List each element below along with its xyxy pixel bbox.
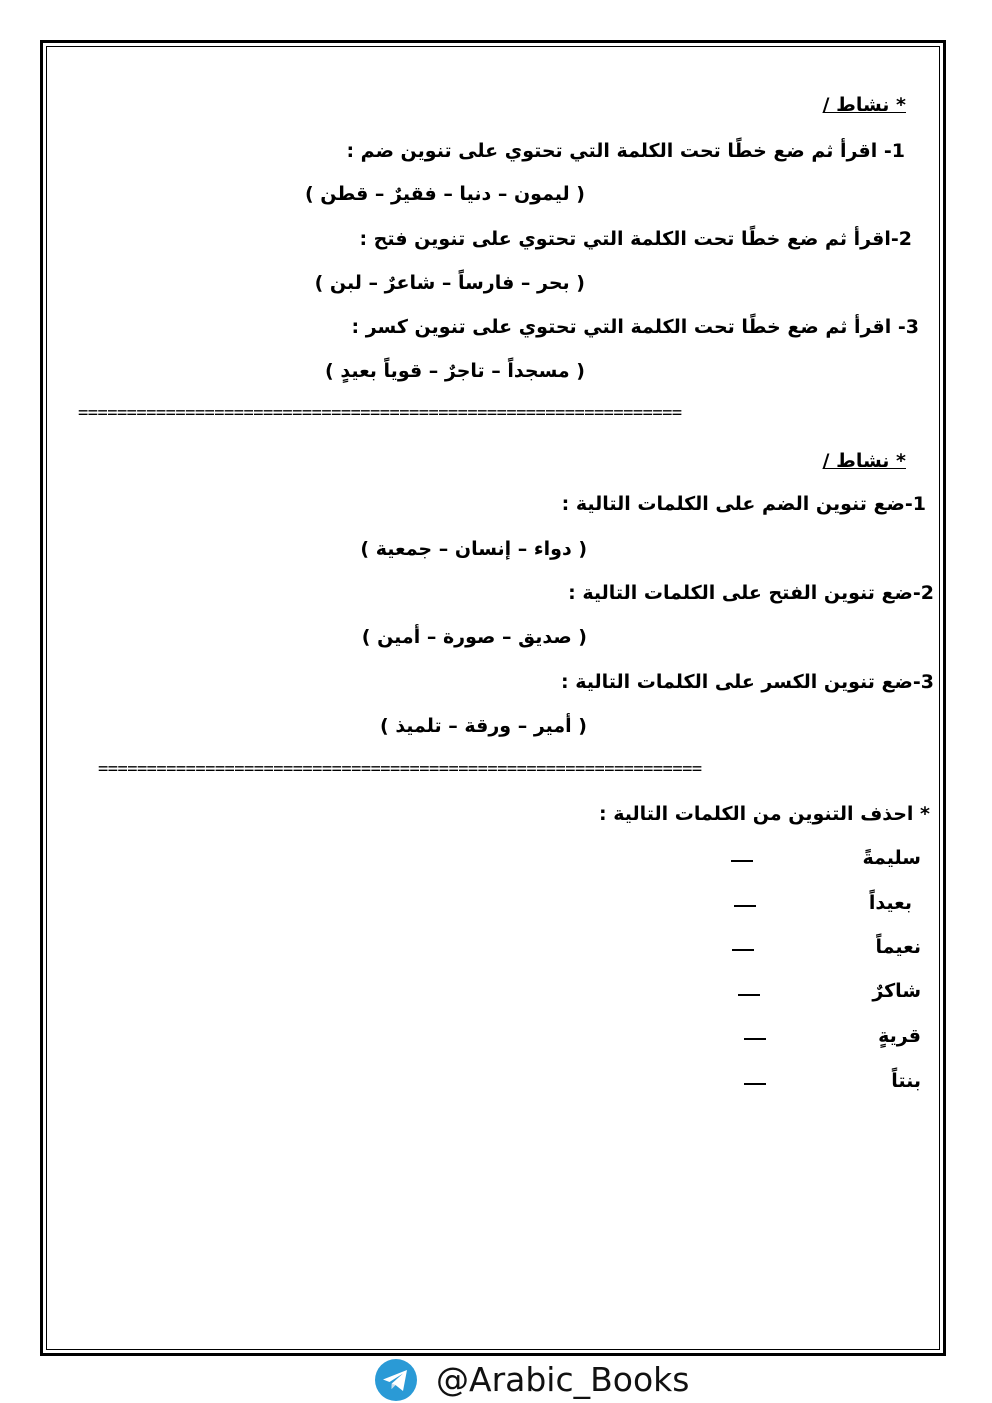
section1-words-3: ( مسجداً – تاجرٌ – قوياً بعيدٍ ) [325, 360, 585, 382]
section3-word-4: شاكرٌ [872, 980, 921, 1002]
section3-word-1: سليمةً [862, 847, 921, 869]
section3-word-2: بعيداً [868, 892, 912, 914]
separator-2: ============================================================== [98, 759, 702, 779]
section3-instruction: * احذف التنوين من الكلمات التالية : [598, 803, 930, 825]
answer-blank-2 [734, 905, 756, 907]
section1-instruction-2: 2-اقرأ ثم ضع خطًا تحت الكلمة التي تحتوي على تنوين فتح : [359, 228, 912, 250]
section1-instruction-3: 3- اقرأ ثم ضع خطًا تحت الكلمة التي تحتوي على تنوين كسر : [351, 316, 919, 338]
answer-blank-5 [744, 1038, 766, 1040]
answer-blank-4 [738, 994, 760, 996]
section3-word-5: قريةٍ [878, 1025, 921, 1047]
section3-word-3: نعيماً [875, 936, 921, 958]
section2-instruction-2: 2-ضع تنوين الفتح على الكلمات التالية : [568, 582, 934, 604]
telegram-footer[interactable] [372, 1356, 698, 1403]
section2-heading: * نشاط / [822, 450, 906, 472]
section1-heading: * نشاط / [822, 94, 906, 116]
telegram-icon[interactable] [374, 1358, 418, 1402]
answer-blank-1 [731, 860, 753, 862]
section2-words-2: ( صديق – صورة – أمين ) [361, 626, 587, 648]
answer-blank-3 [732, 949, 754, 951]
section2-words-3: ( أمير – ورقة – تلميذ ) [380, 715, 587, 737]
answer-blank-6 [744, 1083, 766, 1085]
section1-words-1: ( ليمون – دنيا – فقيرٌ – قطن ) [304, 183, 585, 205]
section1-instruction-1: 1- اقرأ ثم ضع خطًا تحت الكلمة التي تحتوي على تنوين ضم : [346, 140, 905, 162]
section2-instruction-1: 1-ضع تنوين الضم على الكلمات التالية : [561, 493, 926, 515]
section3-word-6: بنتاً [891, 1070, 921, 1092]
channel-handle[interactable]: @Arabic_Books [436, 1360, 690, 1399]
separator-1: ============================================================== [78, 403, 682, 423]
section2-instruction-3: 3-ضع تنوين الكسر على الكلمات التالية : [561, 671, 934, 693]
section2-words-1: ( دواء – إنسان – جمعية ) [360, 538, 587, 560]
section1-words-2: ( بحر – فارساً – شاعرٌ – لبن ) [314, 272, 585, 294]
